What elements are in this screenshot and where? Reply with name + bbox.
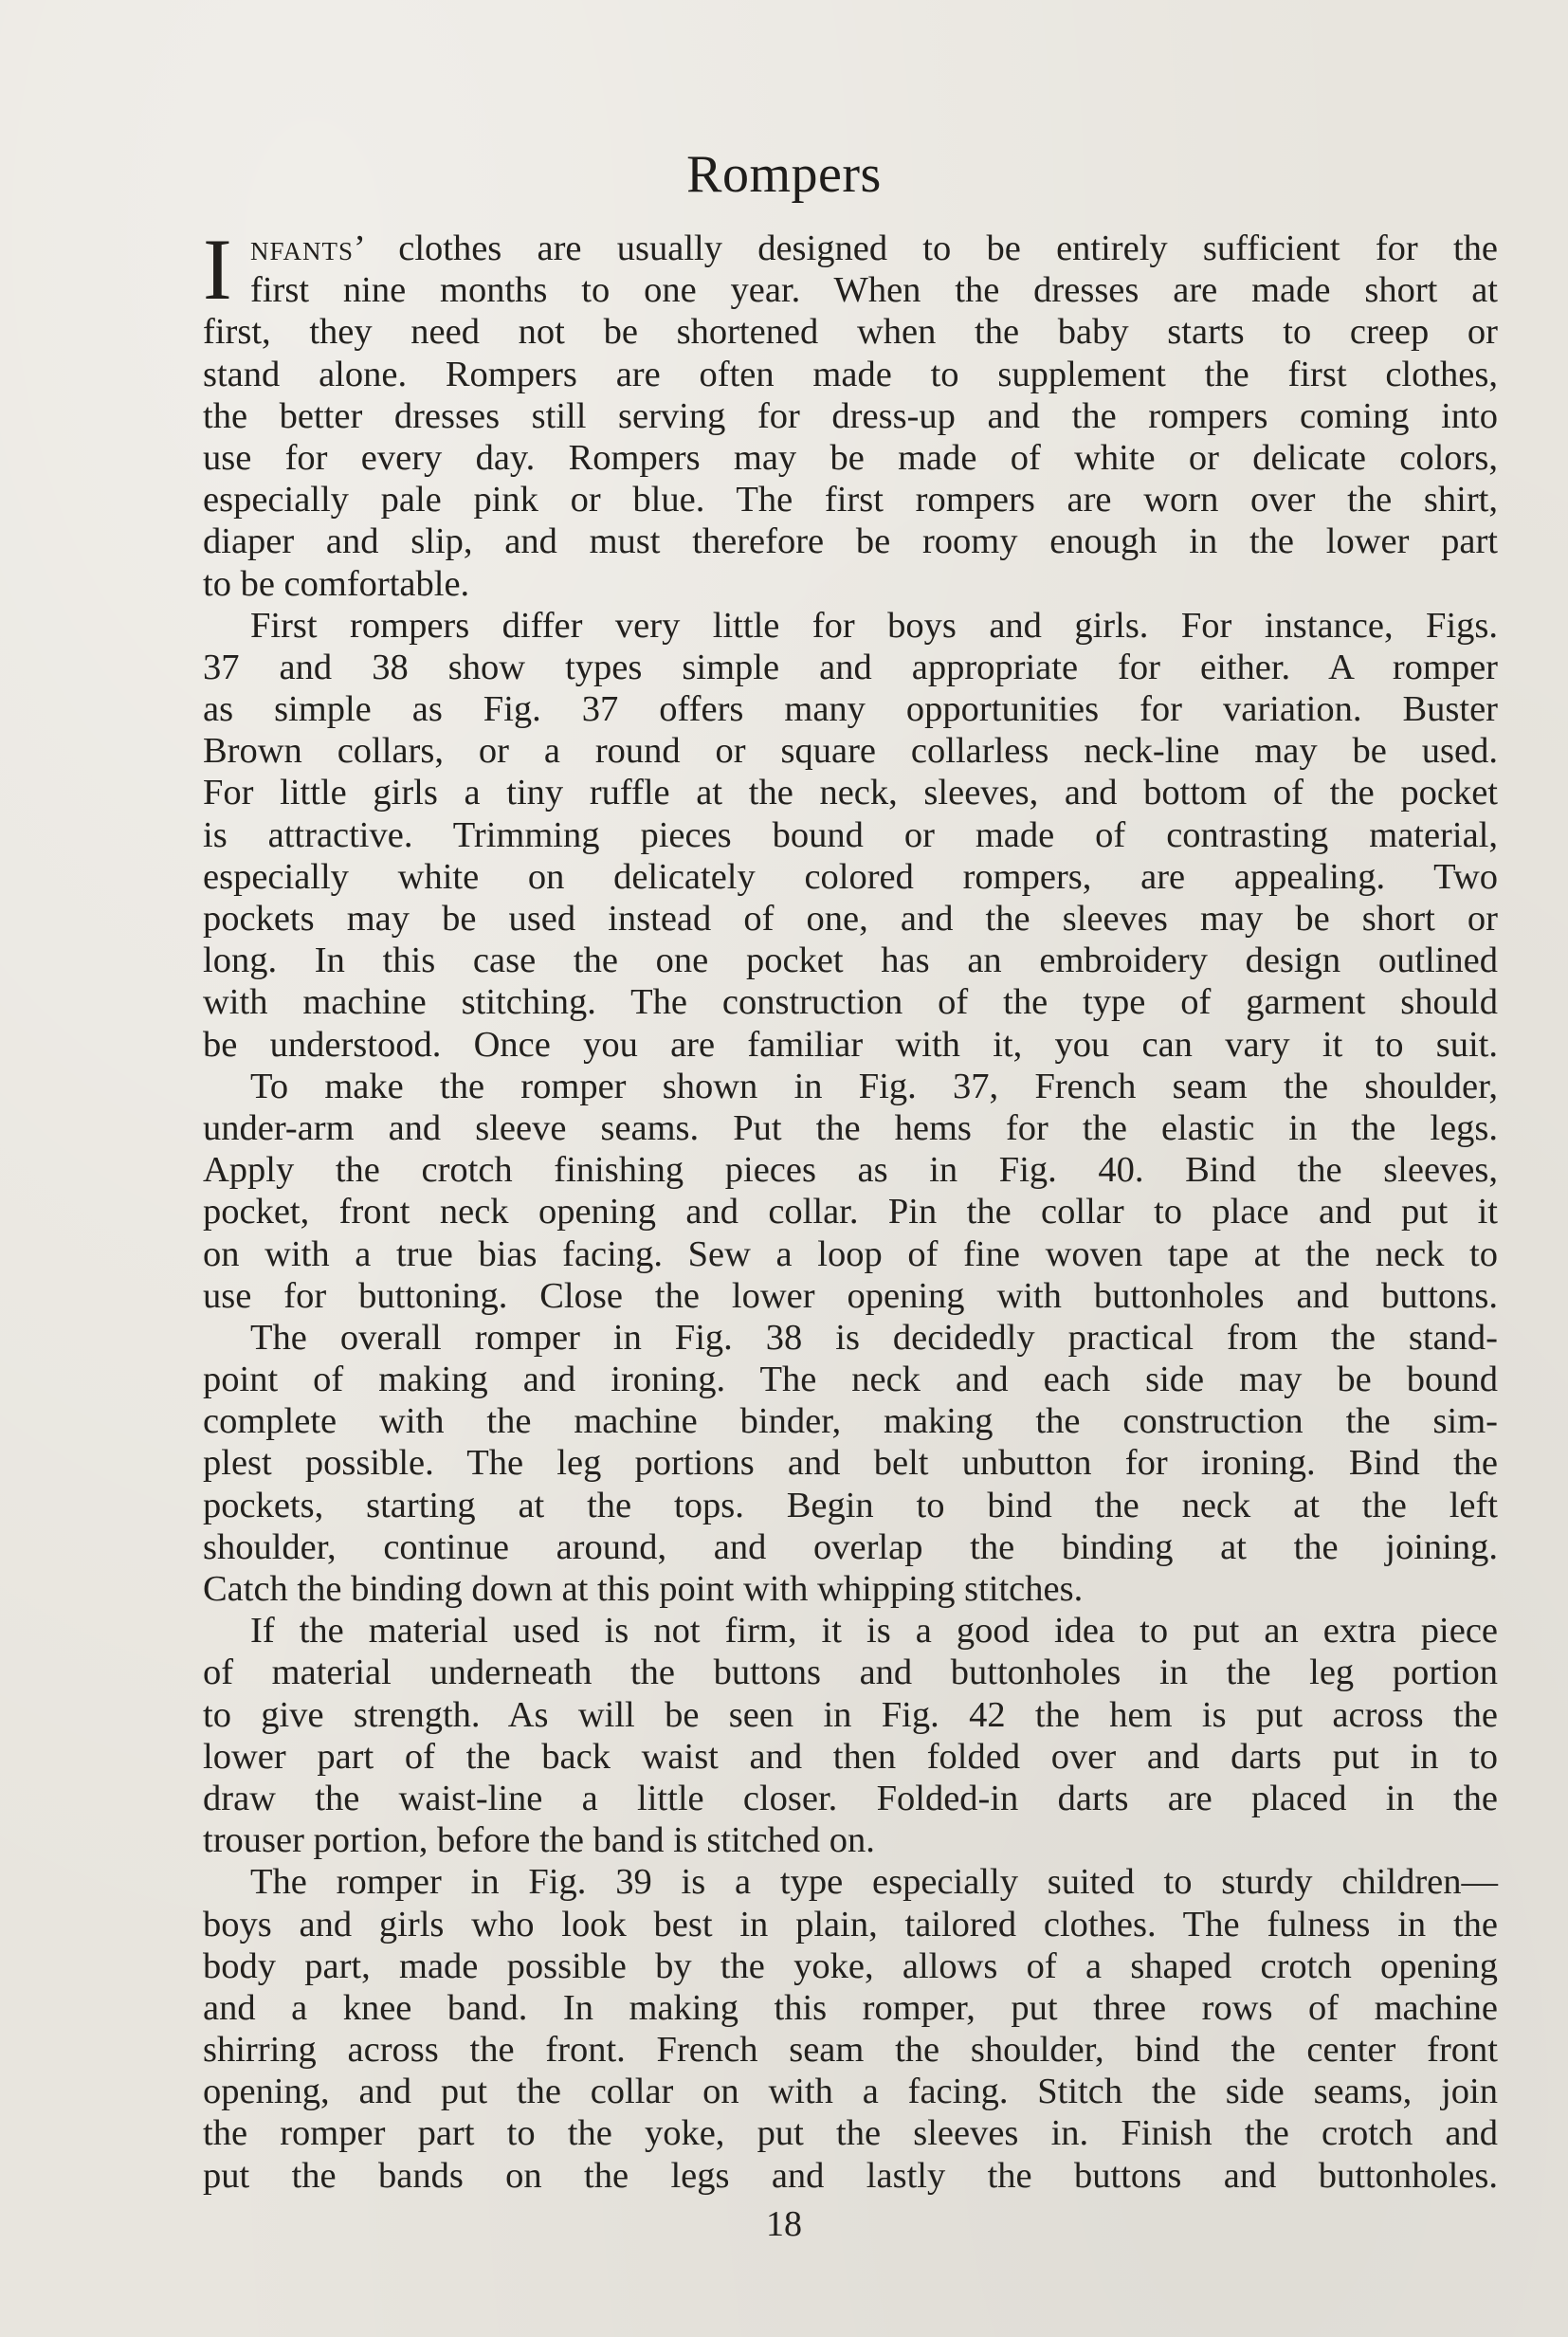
text-line: lower part of the back waist and then folded over and darts put in to: [203, 1736, 1498, 1777]
text-line: especially pale pink or blue. The first rompers are worn over the shirt,: [203, 480, 1498, 520]
text-line: to give strength. As will be seen in Fig. 42 the hem is put across the: [203, 1694, 1498, 1735]
text-line: first, they need not be shortened when the baby starts to creep or: [203, 312, 1498, 353]
paragraph-6: [203, 1861, 1498, 2197]
paragraph-3: [203, 1066, 1498, 1317]
text-line: For little girls a tiny ruffle at the neck, sleeves, and bottom of the pocket: [203, 773, 1498, 813]
page-title: Rompers: [686, 145, 882, 204]
opening-text: ’ clothes are usually designed to be entirely sufficient for the: [354, 228, 1498, 268]
text-line: boys and girls who look best in plain, tailored clothes. The fulness in the: [203, 1904, 1498, 1944]
text-line: The overall romper in Fig. 38 is decidedly practical from the stand-: [250, 1317, 1498, 1358]
paragraph-4: [203, 1317, 1498, 1610]
text-line: long. In this case the one pocket has an embroidery design outlined: [203, 940, 1498, 981]
text-line: use for every day. Rompers may be made of white or delicate colors,: [203, 437, 1498, 478]
text-line: stand alone. Rompers are often made to supplement the first clothes,: [203, 354, 1498, 394]
text-line: The romper in Fig. 39 is a type especially suited to sturdy children—: [250, 1862, 1498, 1903]
text-line: use for buttoning. Close the lower opening with buttonholes and buttons.: [203, 1275, 1498, 1316]
drop-cap: I: [203, 221, 232, 318]
text-line: be understood. Once you are familiar with it, you can vary it to suit.: [203, 1024, 1498, 1065]
page-number: 18: [766, 2204, 802, 2244]
text-line: pocket, front neck opening and collar. Pin the collar to place and put it: [203, 1192, 1498, 1232]
text-line: opening, and put the collar on with a facing. Stitch the side seams, join: [203, 2072, 1498, 2112]
text-line: pockets, starting at the tops. Begin to bind the neck at the left: [203, 1485, 1498, 1525]
text-line: with machine stitching. The construction of the type of garment should: [203, 982, 1498, 1023]
text-line: point of making and ironing. The neck and each side may be bound: [203, 1360, 1498, 1400]
paragraph-2: [203, 605, 1498, 1066]
text-line: as simple as Fig. 37 offers many opportunities for variation. Buster: [203, 689, 1498, 730]
text-line: under-arm and sleeve seams. Put the hems for the elastic in the legs.: [203, 1107, 1498, 1148]
text-line: of material underneath the buttons and buttonholes in the leg portion: [203, 1652, 1498, 1693]
text-line: shirring across the front. French seam the shoulder, bind the center front: [203, 2030, 1498, 2071]
text-line: trouser portion, before the band is stitched on.: [203, 1820, 875, 1861]
text-line: complete with the machine binder, making the construction the sim-: [203, 1401, 1498, 1442]
paragraph-1: [203, 221, 1498, 605]
text-line: If the material used is not firm, it is a good idea to put an extra piece: [250, 1611, 1498, 1652]
text-line: shoulder, continue around, and overlap the binding at the joining.: [203, 1526, 1498, 1567]
text-line: pockets may be used instead of one, and the sleeves may be short or: [203, 899, 1498, 939]
text-line: draw the waist-line a little closer. Folded-in darts are placed in the: [203, 1778, 1498, 1818]
text-line: body part, made possible by the yoke, allows of a shaped crotch opening: [203, 1945, 1498, 1986]
text-line: Apply the crotch finishing pieces as in Fig. 40. Bind the sleeves,: [203, 1150, 1498, 1191]
text-line: To make the romper shown in Fig. 37, French seam the shoulder,: [250, 1066, 1498, 1106]
text-line: put the bands on the legs and lastly the buttons and buttonholes.: [203, 2155, 1498, 2196]
text-line: Brown collars, or a round or square collarless neck-line may be used.: [203, 731, 1498, 772]
opening-small-caps: nfants: [250, 228, 355, 268]
text-line: the romper part to the yoke, put the sleeves in. Finish the crotch and: [203, 2113, 1498, 2154]
text-line: is attractive. Trimming pieces bound or made of contrasting material,: [203, 814, 1498, 855]
paragraph-5: [203, 1610, 1498, 1861]
text-line: on with a true bias facing. Sew a loop of fine woven tape at the neck to: [203, 1233, 1498, 1274]
text-line: to be comfortable.: [203, 563, 470, 604]
text-line: 37 and 38 show types simple and appropriate for either. A romper: [203, 647, 1498, 687]
text-line: first nine months to one year. When the dresses are made short at: [250, 270, 1498, 311]
text-line: diaper and slip, and must therefore be roomy enough in the lower part: [203, 521, 1498, 562]
text-line: and a knee band. In making this romper, put three rows of machine: [203, 1987, 1498, 2028]
text-line: plest possible. The leg portions and belt unbutton for ironing. Bind the: [203, 1443, 1498, 1484]
body-text: [203, 221, 1498, 2197]
text-line: First rompers differ very little for boys and girls. For instance, Figs.: [250, 605, 1498, 646]
text-line: Catch the binding down at this point with whipping stitches.: [203, 1569, 1084, 1609]
text-line: especially white on delicately colored rompers, are appealing. Two: [203, 856, 1498, 897]
text-line: the better dresses still serving for dress-up and the rompers coming into: [203, 395, 1498, 436]
